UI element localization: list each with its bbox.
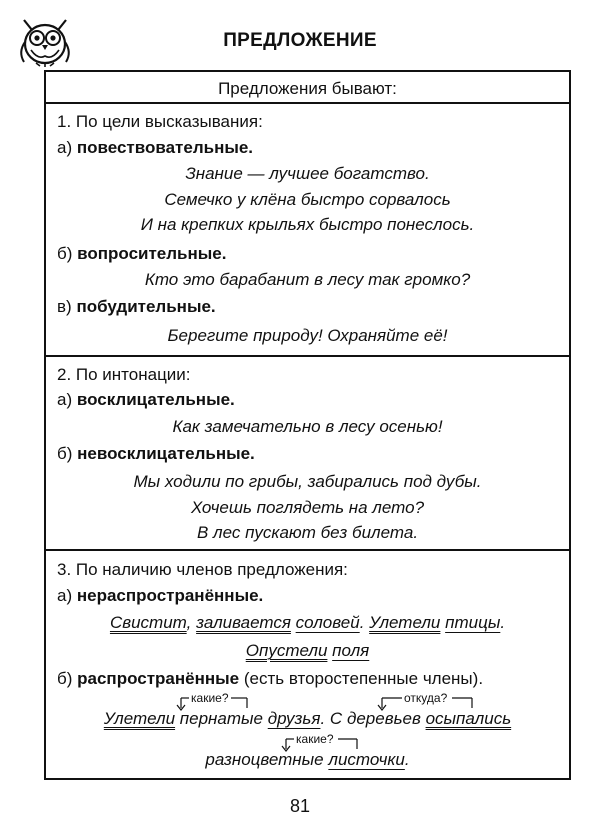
exclamatory-label: восклицательные. <box>76 390 235 409</box>
imperative-example: Берегите природу! Охраняйте её! <box>167 326 448 345</box>
predicate-word: заливается <box>196 613 291 632</box>
narrative-example-3: И на крепких крыльях быстро понеслось. <box>140 215 475 234</box>
period: . <box>320 709 326 728</box>
section2-title: 2. По интонации: <box>57 365 191 384</box>
question-row <box>57 244 226 264</box>
annotation-which: какие? <box>191 691 229 705</box>
exclamatory-row <box>57 390 235 410</box>
subject-word: листочки <box>328 750 405 769</box>
question-example: Кто это барабанит в лесу так громко? <box>144 270 471 289</box>
non-exclamatory-example-2: Хочешь поглядеть на лето? <box>190 498 425 517</box>
box-heading: Предложения бывают: <box>218 79 397 98</box>
section1-title: 1. По цели высказывания: <box>57 112 263 131</box>
exclamatory-example: Как замечательно в лесу осенью! <box>172 417 443 436</box>
extended-example-2 <box>46 750 569 770</box>
predicate-word: Свистит <box>109 613 187 632</box>
imperative-marker: в) <box>57 297 72 316</box>
period: . <box>404 750 410 769</box>
predicate-word: осыпались <box>425 709 512 728</box>
narrative-example-1: Знание — лучшее богатство. <box>185 164 430 183</box>
period: . <box>500 613 506 632</box>
annotation-which: какие? <box>296 732 334 746</box>
imperative-row <box>57 297 216 317</box>
annotation-where-from: откуда? <box>404 691 448 705</box>
section-divider-2 <box>46 549 569 551</box>
imperative-label: побудительные. <box>76 297 216 316</box>
subject-word: друзья <box>267 709 321 728</box>
exclamatory-marker: а) <box>57 390 73 409</box>
heading-divider <box>46 102 569 104</box>
rules-box <box>44 70 571 780</box>
predicate-word: Улетели <box>369 613 441 632</box>
extended-marker: б) <box>57 669 73 688</box>
narrative-row <box>57 138 253 158</box>
subject-word: соловей <box>295 613 360 632</box>
narrative-marker: а) <box>57 138 73 157</box>
attribute-word: разноцветные <box>205 750 324 769</box>
page-number: 81 <box>289 796 311 816</box>
adverbial-word: деревьев <box>346 709 421 728</box>
subject-word: поля <box>332 641 370 660</box>
non-exclamatory-label: невосклицательные. <box>77 444 255 463</box>
section-divider-1 <box>46 355 569 357</box>
unextended-marker: а) <box>57 586 73 605</box>
comma: , <box>186 613 192 632</box>
non-exclamatory-row <box>57 444 255 464</box>
narrative-example-2: Семечко у клёна быстро сорвалось <box>164 190 451 209</box>
extended-row <box>57 669 483 689</box>
non-exclamatory-example-3: В лес пускают без билета. <box>196 523 419 542</box>
unextended-label: нераспространённые. <box>76 586 264 605</box>
unextended-example-2 <box>46 641 569 661</box>
preposition-word: С <box>329 709 343 728</box>
unextended-example-1 <box>46 613 569 633</box>
page-title: ПРЕДЛОЖЕНИЕ <box>223 30 377 51</box>
non-exclamatory-marker: б) <box>57 444 73 463</box>
unextended-row <box>57 586 263 606</box>
narrative-label: повествовательные. <box>76 138 254 157</box>
predicate-word: Улетели <box>103 709 176 728</box>
extended-note: (есть второстепенные члены). <box>239 669 484 688</box>
section3-title: 3. По наличию членов предложения: <box>57 560 348 579</box>
question-marker: б) <box>57 244 73 263</box>
page-header <box>0 0 600 70</box>
subject-word: птицы <box>445 613 501 632</box>
predicate-word: Опустели <box>245 641 328 660</box>
extended-example-1 <box>46 709 569 729</box>
attribute-word: пернатые <box>179 709 263 728</box>
period: . <box>359 613 365 632</box>
question-label: вопросительные. <box>77 244 227 263</box>
non-exclamatory-example-1: Мы ходили по грибы, забирались под дубы. <box>133 472 482 491</box>
extended-label: распространённые <box>77 669 240 688</box>
